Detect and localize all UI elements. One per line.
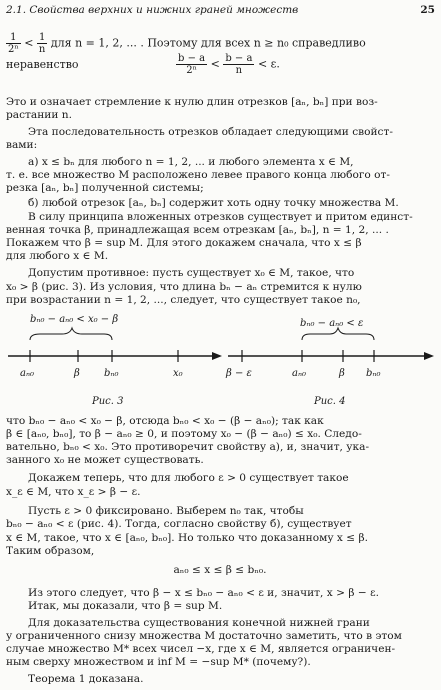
text-line: при возрастании n = 1, 2, ..., следует, что существует такое n₀,	[6, 294, 361, 306]
text-line: вательно, bₙ₀ < x₀. Это противоречит свойству а), и, значит, ука-	[6, 441, 370, 453]
fig3-label: aₙ₀	[20, 368, 35, 379]
text-line: Итак, мы доказали, что β = sup M.	[28, 600, 223, 612]
fig3-caption: Рис. 3	[92, 396, 124, 407]
section-title: 2.1. Свойства верхних и нижних граней множеств	[6, 4, 299, 16]
fig4-label: aₙ₀	[292, 368, 307, 379]
text-line: Пусть ε > 0 фиксировано. Выберем n₀ так, чтобы	[28, 505, 304, 517]
fig3-brace	[30, 328, 112, 340]
inequality-line: $\frac{1}{\text{2ⁿ}}$ < $\frac{1}{n}$ для n = 1, 2, ... . Поэтому для всех n ≥ n₀ справедливо	[8, 32, 366, 55]
page-number: 25	[420, 4, 435, 16]
inequality-tail: < ε.	[257, 57, 280, 71]
inequality-formula: $\frac{b - a}{\text{2ⁿ}}$ < $\frac{b - a}{n}$ < ε.	[178, 53, 280, 76]
text-line: вами:	[6, 139, 38, 151]
text-line: bₙ₀ − aₙ₀ < ε (рис. 4). Тогда, согласно свойству б), существует	[6, 518, 352, 530]
fraction-4: $\frac{b - a}{n}$	[225, 53, 253, 76]
inequality-line-2	[6, 58, 79, 71]
text-line: x ∈ M, такое, что x ∈ [aₙ₀, bₙ₀]. Но только что доказанному x ≤ β.	[6, 532, 369, 544]
fig3-label: x₀	[173, 368, 183, 379]
fig3-arrow	[212, 352, 222, 360]
text-line: Из этого следует, что β − x ≤ bₙ₀ − aₙ₀ < ε и, значит, x > β − ε.	[28, 587, 379, 599]
text-line: x₀ > β (рис. 3). Из условия, что длина bₙ − aₙ стремится к нулю	[6, 281, 362, 293]
text-line: Для доказательства существования конечной нижней грани	[28, 617, 370, 629]
figures	[0, 312, 441, 412]
running-header	[6, 4, 435, 20]
text-line: Докажем теперь, что для любого ε > 0 существует такое	[28, 472, 349, 484]
text-line: В силу принципа вложенных отрезков существует и притом единст-	[28, 211, 413, 223]
text-line: венная точка β, принадлежащая всем отрезкам [aₙ, bₙ], n = 1, 2, ... .	[6, 224, 389, 236]
inequality-word: неравенство	[6, 58, 79, 71]
text-line: т. е. все множество M расположено левее правого конца любого от-	[6, 169, 390, 181]
fig3-label: bₙ₀	[104, 368, 119, 379]
text-line: занного x₀ не может существовать.	[6, 454, 204, 466]
fraction-2: $\frac{1}{n}$	[38, 32, 46, 55]
figure-4	[225, 318, 434, 407]
text-line: резка [aₙ, bₙ] полученной системы;	[6, 182, 204, 194]
text-line: случае множество M* всех чисел −x, где x ∈ M, является ограничен-	[6, 643, 396, 655]
figure-3	[8, 314, 222, 407]
text-line: у ограниченного снизу множества M достаточно заметить, что в этом	[6, 630, 402, 642]
text-line: б) любой отрезок [aₙ, bₙ] содержит хоть одну точку множества M.	[28, 197, 399, 209]
display-formula: aₙ₀ ≤ x ≤ β ≤ bₙ₀.	[173, 564, 267, 576]
fig4-label: β	[339, 368, 345, 379]
fig3-brace-label: bₙ₀ − aₙ₀ < x₀ − β	[30, 314, 119, 325]
text-line: ным сверху множеством и inf M = −sup M* (почему?).	[6, 656, 311, 668]
inequality-text: для n = 1, 2, ... . Поэтому для всех n ≥ n₀ справедливо	[50, 36, 366, 50]
text-line: Теорема 1 доказана.	[28, 673, 144, 685]
text-line: а) x ≤ bₙ для любого n = 1, 2, ... и любого элемента x ∈ M,	[28, 156, 354, 168]
fig4-label: β − ε	[226, 368, 252, 379]
fig3-label: β	[74, 368, 80, 379]
fraction-3: $\frac{b - a}{\text{2ⁿ}}$	[178, 53, 206, 76]
text-line: Допустим противное: пусть существует x₀ ∈ M, такое, что	[28, 267, 355, 279]
text-line: β ∈ [aₙ₀, bₙ₀], то β − aₙ₀ ≥ 0, и поэтому x₀ − (β − aₙ₀) ≤ x₀. Следо-	[6, 428, 362, 440]
text-line: что bₙ₀ − aₙ₀ < x₀ − β, отсюда bₙ₀ < x₀ − (β − aₙ₀); так как	[6, 415, 324, 427]
fraction-1: $\frac{1}{\text{2ⁿ}}$	[8, 32, 19, 55]
fig4-brace	[302, 328, 374, 340]
text-line: Покажем что β = sup M. Для этого докажем сначала, что x ≤ β	[6, 237, 362, 249]
text-line: Это и означает стремление к нулю длин отрезков [aₙ, bₙ] при воз-	[6, 96, 378, 108]
fig4-caption: Рис. 4	[314, 396, 346, 407]
text-line: растании n.	[6, 109, 72, 121]
fig4-arrow	[424, 352, 434, 360]
text-line: Таким образом,	[6, 545, 95, 557]
text-line: для любого x ∈ M.	[6, 250, 109, 262]
text-line: x_ε ∈ M, что x_ε > β − ε.	[6, 486, 141, 498]
fig4-label: bₙ₀	[366, 368, 381, 379]
text-line: Эта последовательность отрезков обладает следующими свойст-	[28, 126, 393, 138]
fig4-brace-label: bₙ₀ − aₙ₀ < ε	[300, 318, 364, 329]
